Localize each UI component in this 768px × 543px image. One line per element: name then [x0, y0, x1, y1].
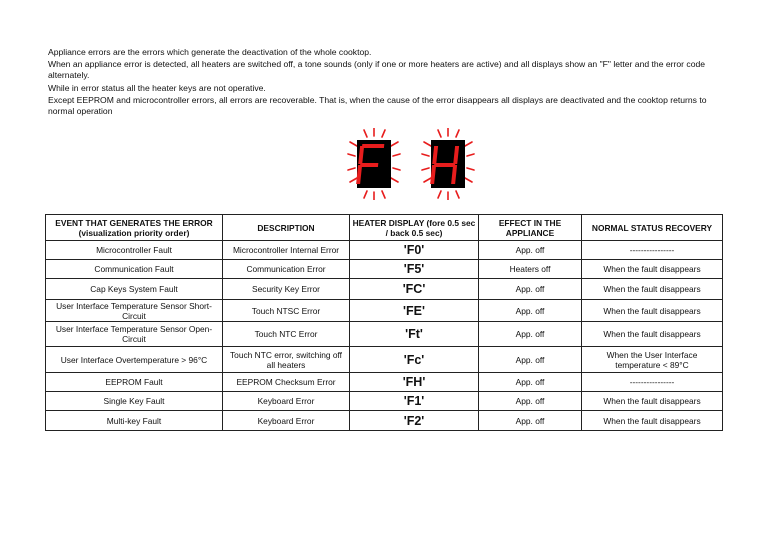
cell-code: 'Ft' [350, 322, 479, 347]
table-row [46, 241, 723, 260]
cell-description: Keyboard Error [223, 411, 350, 431]
appliance-errors-table [45, 214, 723, 431]
table-row [46, 322, 723, 347]
cell-effect: App. off [479, 347, 582, 373]
table-row [46, 411, 723, 431]
display-left [348, 128, 400, 200]
cell-recovery: When the fault disappears [582, 322, 723, 347]
cell-event: EEPROM Fault [46, 373, 223, 392]
table-row [46, 300, 723, 322]
cell-effect: App. off [479, 411, 582, 431]
cell-event: Multi-key Fault [46, 411, 223, 431]
intro-paragraph: Appliance errors are the errors which generate the deactivation of the whole cooktop. [48, 47, 372, 57]
cell-recovery: When the fault disappears [582, 411, 723, 431]
cell-event: User Interface Overtemperature > 96°C [46, 347, 223, 373]
cell-code: 'F2' [350, 411, 479, 431]
cell-event: Communication Fault [46, 260, 223, 279]
cell-description: Touch NTC error, switching off all heaters [223, 347, 350, 373]
cell-event: Single Key Fault [46, 392, 223, 411]
table-row [46, 373, 723, 392]
cell-effect: App. off [479, 322, 582, 347]
cell-recovery: ---------------- [582, 241, 723, 260]
cell-description: Touch NTC Error [223, 322, 350, 347]
cell-event: Cap Keys System Fault [46, 279, 223, 300]
cell-code: 'F0' [350, 241, 479, 260]
cell-recovery: When the fault disappears [582, 279, 723, 300]
cell-recovery: When the fault disappears [582, 260, 723, 279]
cell-recovery: When the fault disappears [582, 300, 723, 322]
table-row [46, 392, 723, 411]
header-recovery: NORMAL STATUS RECOVERY [582, 215, 723, 241]
intro-paragraph: Except EEPROM and microcontroller errors, all errors are recoverable. That is, when the cause of the error disappears all displays are deactivated and the cooktop returns to normal operation [48, 94, 707, 117]
cell-effect: App. off [479, 279, 582, 300]
cell-code: 'FC' [350, 279, 479, 300]
cell-code: 'FH' [350, 373, 479, 392]
header-event: EVENT THAT GENERATES THE ERROR (visualization priority order) [46, 215, 223, 241]
table-row [46, 279, 723, 300]
cell-recovery: When the User Interface temperature < 89°C [582, 347, 723, 373]
cell-code: 'Fc' [350, 347, 479, 373]
header-heater-display: HEATER DISPLAY (fore 0.5 sec / back 0.5 sec) [350, 215, 479, 241]
cell-recovery: ---------------- [582, 373, 723, 392]
cell-effect: App. off [479, 373, 582, 392]
cell-code: 'FE' [350, 300, 479, 322]
table-row [46, 260, 723, 279]
intro-text [48, 47, 728, 118]
cell-code: 'F1' [350, 392, 479, 411]
cell-effect: Heaters off [479, 260, 582, 279]
cell-event: User Interface Temperature Sensor Open-Circuit [46, 322, 223, 347]
display-svg [340, 128, 490, 200]
table-row [46, 347, 723, 373]
cell-effect: App. off [479, 300, 582, 322]
cell-description: Keyboard Error [223, 392, 350, 411]
cell-description: EEPROM Checksum Error [223, 373, 350, 392]
cell-description: Communication Error [223, 260, 350, 279]
cell-effect: App. off [479, 241, 582, 260]
header-description: DESCRIPTION [223, 215, 350, 241]
display-right [422, 128, 474, 200]
cell-recovery: When the fault disappears [582, 392, 723, 411]
cell-description: Touch NTSC Error [223, 300, 350, 322]
cell-event: User Interface Temperature Sensor Short-Circuit [46, 300, 223, 322]
cell-code: 'F5' [350, 260, 479, 279]
cell-description: Microcontroller Internal Error [223, 241, 350, 260]
intro-paragraph: When an appliance error is detected, all heaters are switched off, a tone sounds (only if one or more heaters are active) and all displays show an "F" letter and the error code alternately. [48, 59, 706, 81]
seven-segment-display-illustration [340, 128, 490, 200]
intro-paragraph: While in error status all the heater keys are not operative. [48, 82, 266, 93]
cell-event: Microcontroller Fault [46, 241, 223, 260]
header-effect: EFFECT IN THE APPLIANCE [479, 215, 582, 241]
table-header-row [46, 215, 723, 241]
cell-description: Security Key Error [223, 279, 350, 300]
cell-effect: App. off [479, 392, 582, 411]
